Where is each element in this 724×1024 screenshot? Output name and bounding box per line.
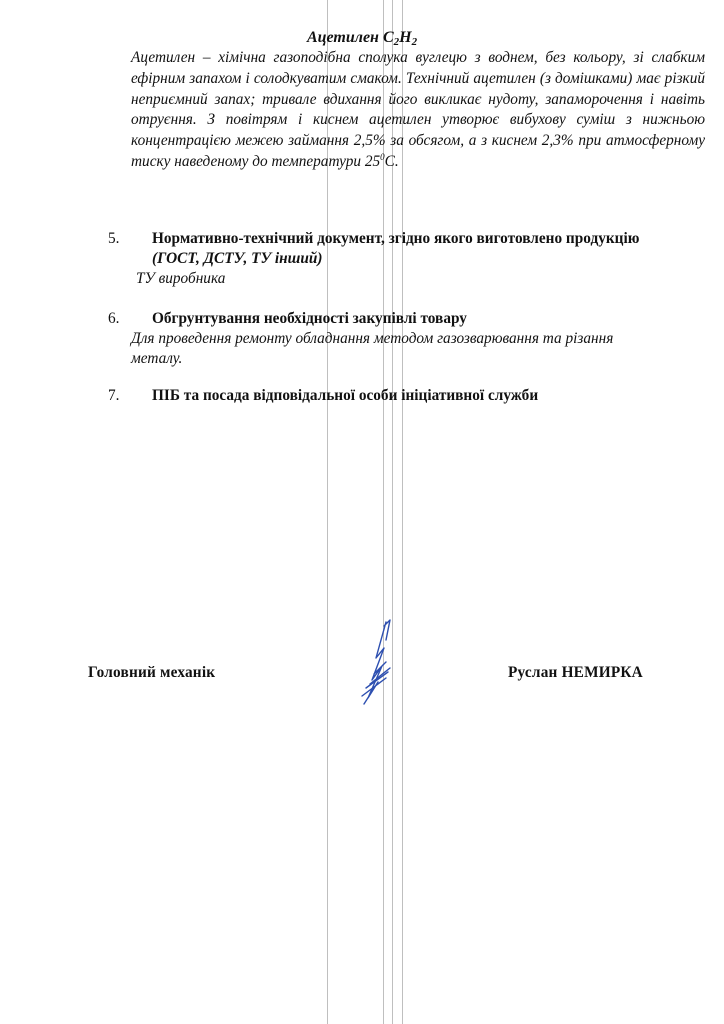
section-title: ПІБ та посада відповідальної особи ініціативної служби bbox=[152, 387, 539, 404]
handwritten-signature bbox=[356, 618, 396, 708]
section-title: Обгрунтування необхідності закупівлі товару bbox=[152, 310, 467, 327]
section-value: металу. bbox=[131, 350, 183, 367]
section-title: Нормативно-технічний документ, згідно якого виготовлено продукцію bbox=[152, 230, 640, 247]
signatory-name: Руслан НЕМИРКА bbox=[508, 664, 643, 681]
section-value: ТУ виробника bbox=[136, 270, 226, 287]
section-number: 7. bbox=[108, 387, 120, 404]
section-title-continuation: (ГОСТ, ДСТУ, ТУ інший) bbox=[152, 250, 323, 267]
section-heading: Ацетилен $С_2Н_2$ bbox=[306, 29, 418, 48]
section-value: Для проведення ремонту обладнання методом газозварювання та різання bbox=[131, 330, 614, 347]
section-number: 6. bbox=[108, 310, 120, 327]
signatory-position: Головний механік bbox=[88, 664, 216, 681]
section-number: 5. bbox=[108, 230, 120, 247]
acetylene-description: Ацетилен – хімічна газоподібна сполука вуглецю з воднем, без кольору, зі слабким ефірним запахом і солодкуватим смаком. Технічний ацетилен (з домішками) має різкий неприємний запах; тривале вдихання його викликає нудоту, запаморочення і навіть отруєння. З повітрям і киснем ацетилен утворює вибухову суміш з нижньою концентрацією межею займання 2,5% за обсягом, а з киснем 2,3% при атмосферному тиску наведеному до температури $25^0С$. bbox=[131, 49, 705, 170]
